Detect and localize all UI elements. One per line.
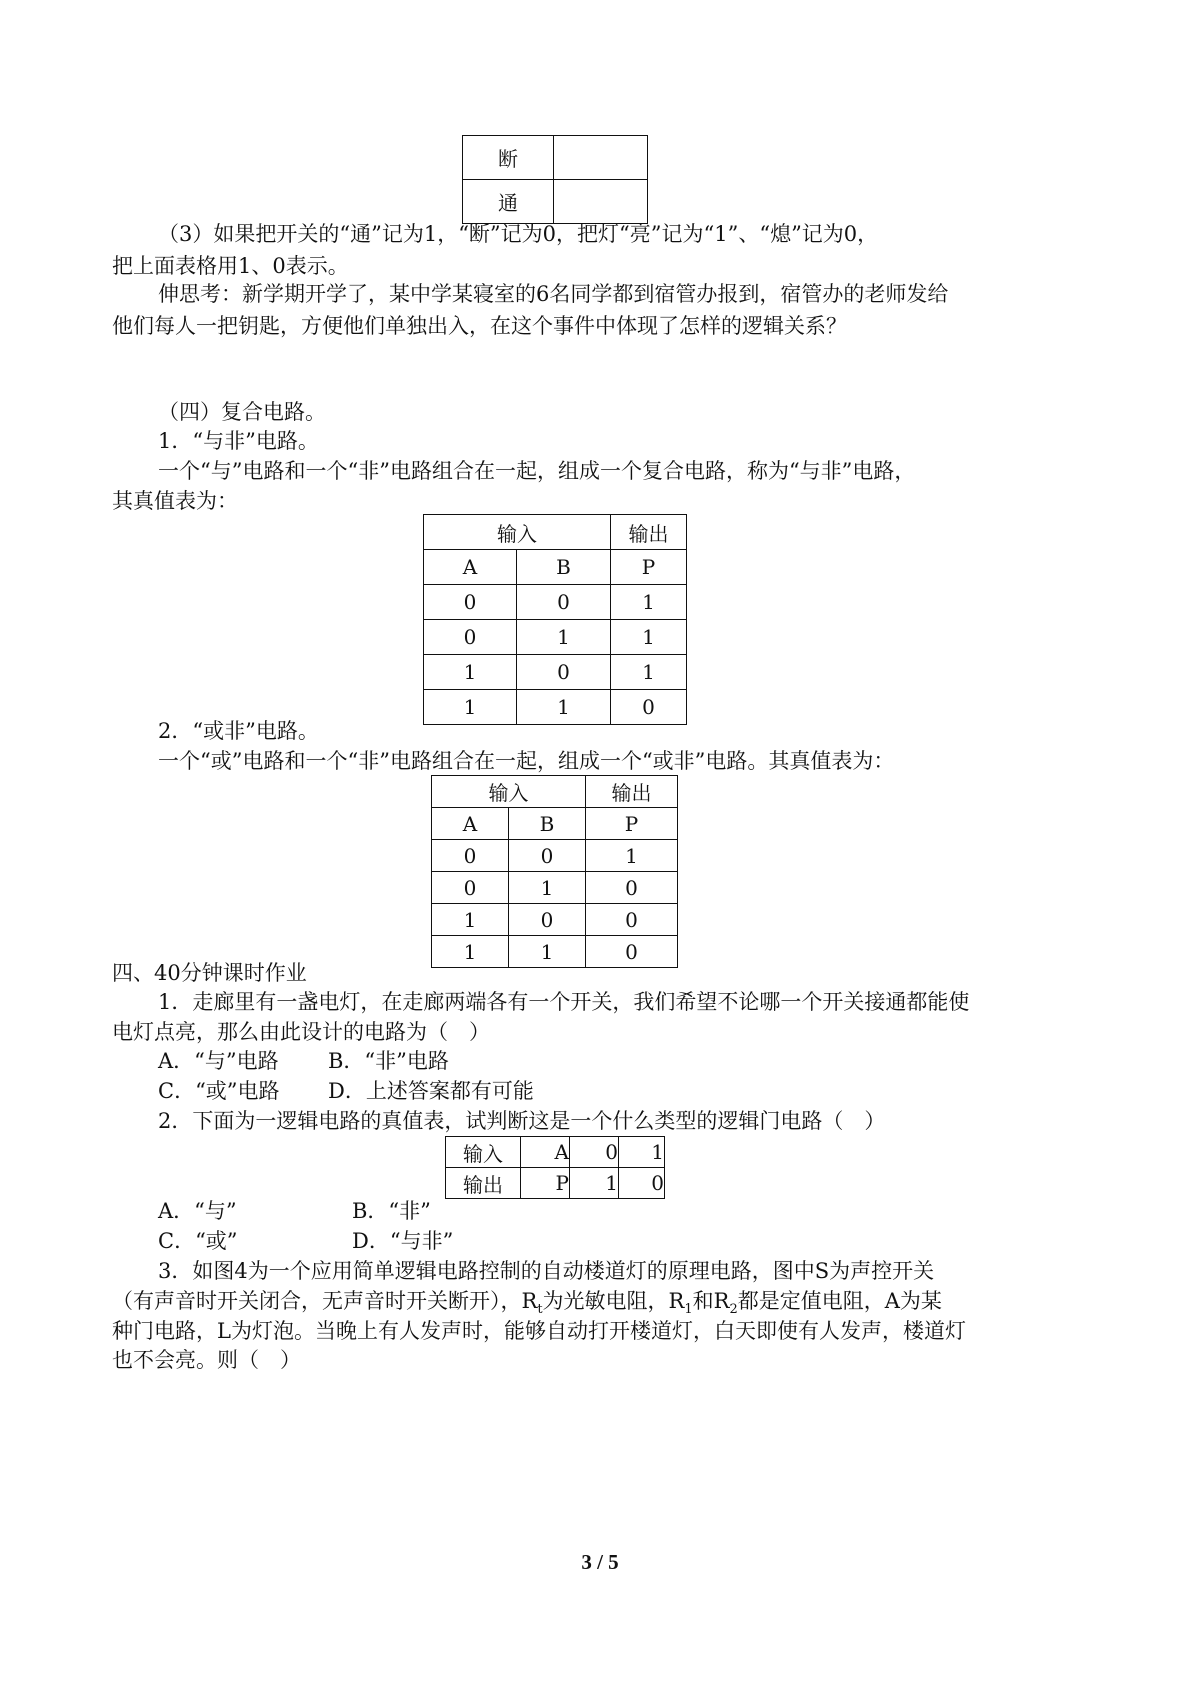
option-c: C．“或”电路 xyxy=(158,1079,280,1103)
table-cell: 0 xyxy=(586,904,678,936)
table-row xyxy=(446,1168,665,1199)
table-row xyxy=(424,620,687,655)
table-cell: 0 xyxy=(432,840,509,872)
nor-truth-table xyxy=(431,775,678,968)
table-cell: 1 xyxy=(424,690,517,725)
table-cell: 1 xyxy=(611,655,687,690)
table-cell xyxy=(554,180,648,224)
table-cell: 0 xyxy=(432,872,509,904)
table-cell: 输入 xyxy=(446,1137,521,1168)
table-cell xyxy=(554,136,648,180)
paragraph-line: 一个“或”电路和一个“非”电路组合在一起，组成一个“或非”电路。其真值表为： xyxy=(158,749,895,773)
table-cell: 0 xyxy=(517,585,611,620)
table-cell: A xyxy=(432,808,509,840)
table-cell: 1 xyxy=(619,1137,665,1168)
text-run: 为光敏电阻，R xyxy=(542,1289,685,1313)
paragraph-line: 他们每人一把钥匙，方便他们单独出入，在这个事件中体现了怎样的逻辑关系？ xyxy=(112,314,847,338)
table-cell: A xyxy=(521,1137,570,1168)
table-row xyxy=(432,904,678,936)
table-cell: B xyxy=(517,550,611,585)
subscript: t xyxy=(537,1302,543,1318)
table-cell: B xyxy=(509,808,586,840)
nand-truth-table xyxy=(423,514,687,725)
table-cell: 0 xyxy=(424,620,517,655)
page-number: 3 / 5 xyxy=(581,1550,619,1574)
table-header-input: 输入 xyxy=(432,776,586,808)
table-cell: 0 xyxy=(586,872,678,904)
question-line: 2．下面为一逻辑电路的真值表，试判断这是一个什么类型的逻辑门电路（ ） xyxy=(158,1109,886,1133)
table-row xyxy=(432,840,678,872)
text-run: 和R xyxy=(692,1289,730,1313)
table-cell: 0 xyxy=(517,655,611,690)
option-b: B．“非”电路 xyxy=(328,1049,449,1073)
table-cell: 输出 xyxy=(446,1168,521,1199)
table-cell: 0 xyxy=(586,936,678,968)
paragraph-line: （3）如果把开关的“通”记为1，“断”记为0，把灯“亮”记为“1”、“熄”记为0， xyxy=(158,222,879,246)
switch-state-table xyxy=(462,135,648,224)
table-cell: 0 xyxy=(509,904,586,936)
subscript: 2 xyxy=(729,1302,738,1318)
table-cell: 0 xyxy=(570,1137,619,1168)
table-header-output: 输出 xyxy=(586,776,678,808)
section-heading: （四）复合电路。 xyxy=(158,400,326,424)
table-cell: 0 xyxy=(509,840,586,872)
table-cell: 1 xyxy=(586,840,678,872)
table-cell: 1 xyxy=(509,936,586,968)
table-header-input: 输入 xyxy=(424,515,611,550)
question-line: 也不会亮。则（ ） xyxy=(112,1348,301,1372)
table-row xyxy=(446,1137,665,1168)
table-header-row xyxy=(432,776,678,808)
table-row xyxy=(424,550,687,585)
table-cell: 1 xyxy=(424,655,517,690)
question-line: 1．走廊里有一盏电灯，在走廊两端各有一个开关，我们希望不论哪一个开关接通都能使 xyxy=(158,990,970,1014)
table-cell: A xyxy=(424,550,517,585)
subscript: 1 xyxy=(684,1302,693,1318)
table-cell: 1 xyxy=(611,620,687,655)
text-run: 都是定值电阻，A为某 xyxy=(737,1289,942,1313)
text-run: （有声音时开关闭合，无声音时开关断开），R xyxy=(112,1289,538,1313)
question-line: 种门电路，L为灯泡。当晚上有人发声时，能够自动打开楼道灯，白天即使有人发声，楼道灯 xyxy=(112,1319,966,1343)
paragraph-line: 其真值表为： xyxy=(112,489,238,513)
paragraph-line: 把上面表格用1、0表示。 xyxy=(112,254,349,278)
table-cell: 1 xyxy=(432,936,509,968)
table-cell: 0 xyxy=(611,690,687,725)
table-cell: 通 xyxy=(463,180,554,224)
question-line: 3．如图4为一个应用简单逻辑电路控制的自动楼道灯的原理电路，图中S为声控开关 xyxy=(158,1259,935,1283)
table-row xyxy=(432,808,678,840)
option-b: B．“非” xyxy=(352,1199,431,1223)
table-cell: 断 xyxy=(463,136,554,180)
table-cell: P xyxy=(521,1168,570,1199)
table-header-output: 输出 xyxy=(611,515,687,550)
table-row xyxy=(424,655,687,690)
table-row xyxy=(463,136,648,180)
option-d: D．上述答案都有可能 xyxy=(328,1079,534,1103)
question-line: 电灯点亮，那么由此设计的电路为（ ） xyxy=(112,1020,490,1044)
table-cell: 0 xyxy=(424,585,517,620)
table-header-row xyxy=(424,515,687,550)
table-cell: 1 xyxy=(517,620,611,655)
section-heading: 四、40分钟课时作业 xyxy=(112,961,307,985)
paragraph-line: 一个“与”电路和一个“非”电路组合在一起，组成一个复合电路，称为“与非”电路， xyxy=(158,459,916,483)
table-cell: 1 xyxy=(432,904,509,936)
subsection-heading: 2．“或非”电路。 xyxy=(158,719,319,743)
table-row xyxy=(432,872,678,904)
subsection-heading: 1．“与非”电路。 xyxy=(158,429,319,453)
option-a: A．“与” xyxy=(158,1199,237,1223)
table-row xyxy=(424,585,687,620)
table-cell: 1 xyxy=(509,872,586,904)
paragraph-line: 伸思考：新学期开学了，某中学某寝室的6名同学都到宿管办报到，宿管办的老师发给 xyxy=(158,282,949,306)
table-cell: 1 xyxy=(517,690,611,725)
table-cell: 1 xyxy=(611,585,687,620)
table-cell: P xyxy=(611,550,687,585)
table-cell: 1 xyxy=(570,1168,619,1199)
table-row xyxy=(463,180,648,224)
table-cell: 0 xyxy=(619,1168,665,1199)
table-cell: P xyxy=(586,808,678,840)
option-a: A．“与”电路 xyxy=(158,1049,279,1073)
option-d: D．“与非” xyxy=(352,1229,454,1253)
option-c: C．“或” xyxy=(158,1229,238,1253)
q2-truth-table xyxy=(445,1136,665,1199)
